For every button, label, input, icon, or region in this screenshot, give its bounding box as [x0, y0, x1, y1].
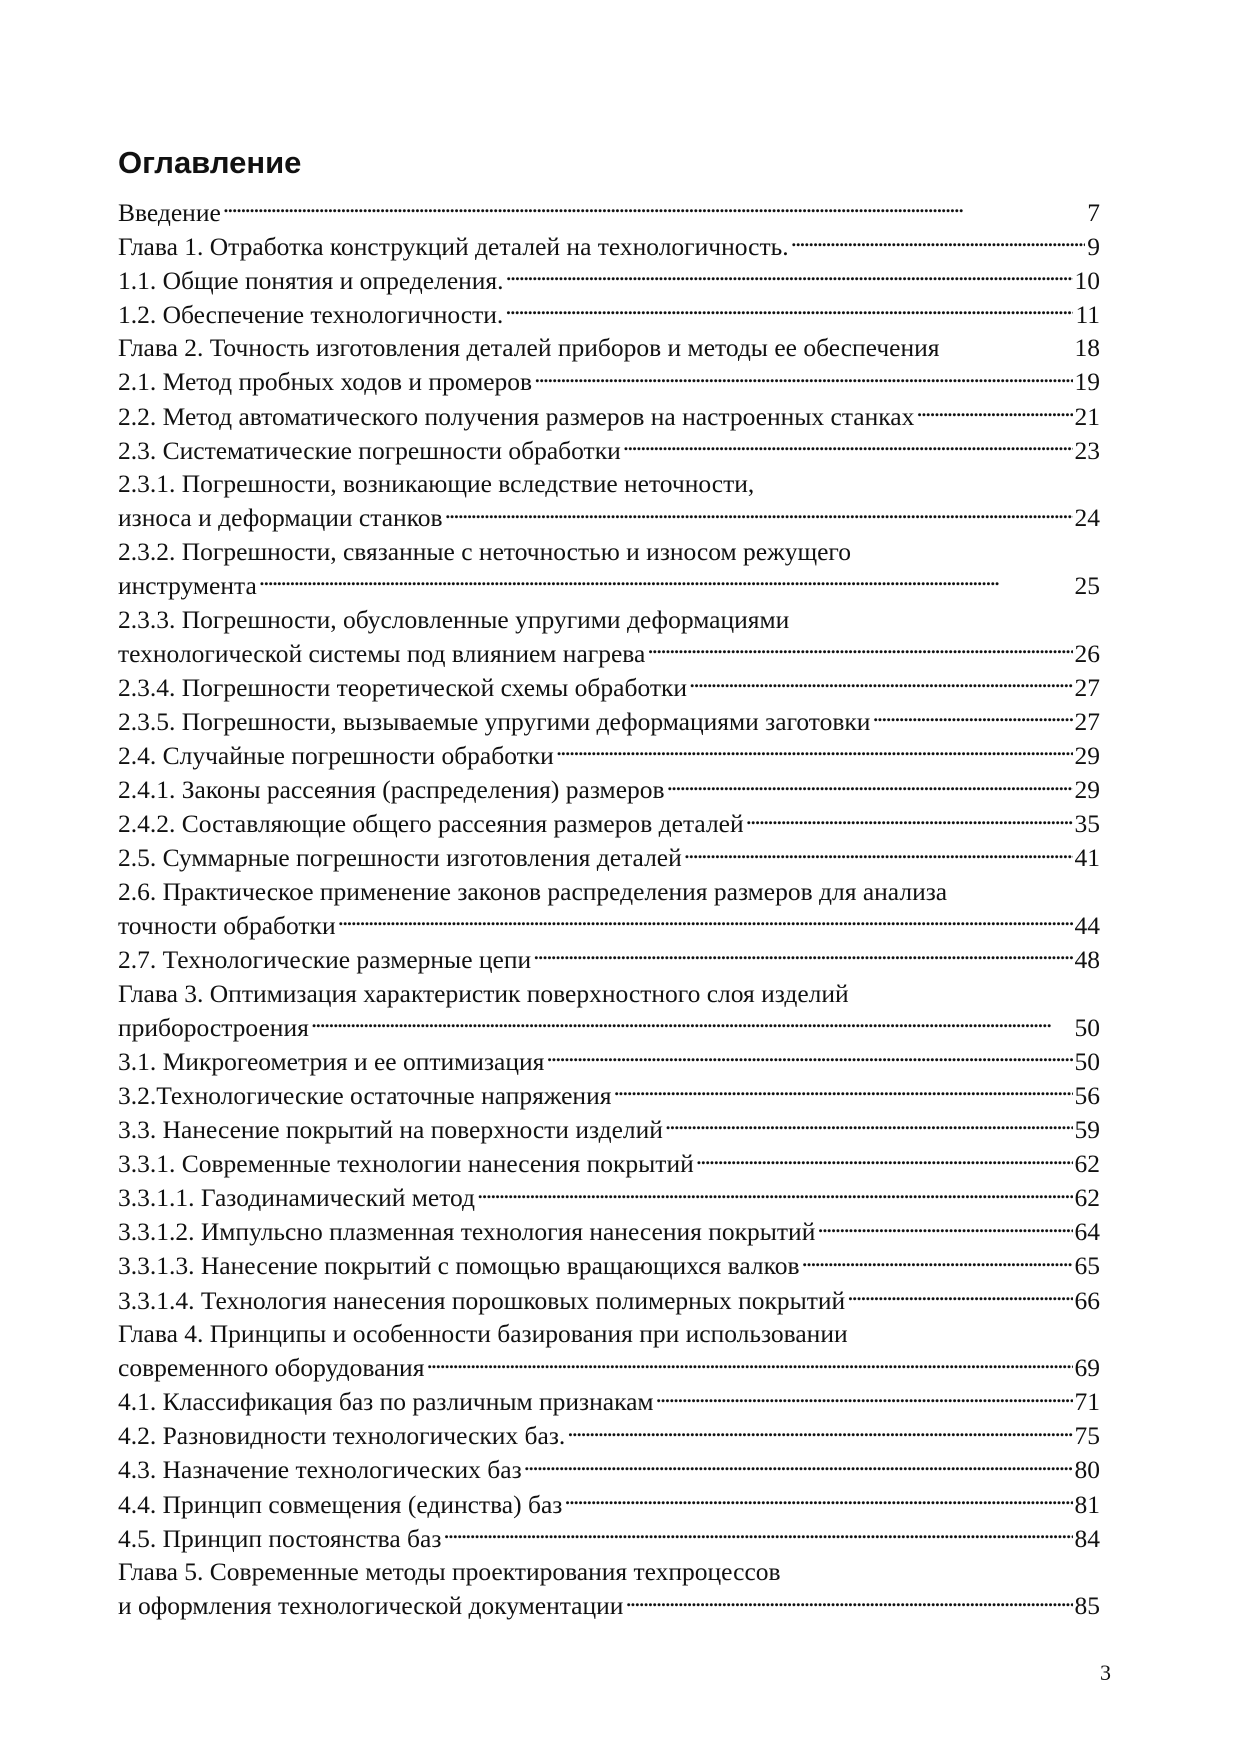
toc-entry-title: 4.2. Разновидности технологических баз. [118, 1421, 566, 1451]
toc-entry-page: 26 [1074, 638, 1100, 668]
toc-entry-page: 11 [1075, 299, 1100, 329]
dot-leader [564, 1487, 1072, 1513]
toc-entry-row [118, 399, 1100, 433]
toc-entry[interactable] [118, 1147, 1100, 1181]
toc-entry-row [118, 943, 1100, 977]
toc-entry-row [118, 1487, 1100, 1521]
toc-entry-title: 2.4.2. Составляющие общего рассеяния размеров деталей [118, 809, 744, 839]
toc-entry[interactable] [118, 297, 1100, 331]
toc-entry[interactable] [118, 263, 1100, 297]
toc-entry[interactable] [118, 1078, 1100, 1112]
toc-entry[interactable] [118, 1044, 1100, 1078]
dot-leader [656, 1385, 1073, 1411]
toc-entry-page: 27 [1074, 672, 1100, 702]
toc-entry-title: износа и деформации станков [118, 503, 443, 533]
dot-leader [426, 1351, 1072, 1377]
toc-entry-page: 41 [1074, 843, 1100, 873]
toc-entry-title: инструмента [118, 571, 257, 601]
toc-entry-row [118, 670, 1100, 704]
toc-entry[interactable] [118, 704, 1100, 738]
dot-leader [311, 1010, 1073, 1036]
toc-entry-row [118, 1249, 1100, 1283]
toc-entry-title: 3.3.1. Современные технологии нанесения покрытий [118, 1149, 694, 1179]
dot-leader [916, 399, 1072, 425]
toc-entry[interactable] [118, 331, 1100, 365]
toc-entry-page: 84 [1074, 1523, 1100, 1553]
toc-entry-title: 4.3. Назначение технологических баз [118, 1455, 522, 1485]
toc-entry-row [118, 229, 1100, 263]
table-of-contents [118, 195, 1100, 1623]
toc-entry-title: 1.2. Обеспечение технологичности. [118, 299, 504, 329]
dot-leader [689, 670, 1072, 696]
toc-entry-title: 3.1. Микрогеометрия и ее оптимизация [118, 1046, 545, 1076]
toc-entry[interactable] [118, 399, 1100, 433]
toc-entry-page: 24 [1074, 503, 1100, 533]
toc-entry-row [118, 636, 1100, 670]
dot-leader [746, 807, 1073, 833]
toc-entry-page: 65 [1074, 1251, 1100, 1281]
toc-title: Оглавление [118, 145, 302, 180]
toc-entry-row [118, 1521, 1100, 1555]
dot-leader [817, 1215, 1072, 1241]
toc-entry-title: современного оборудования [118, 1353, 425, 1383]
toc-entry-page: 66 [1074, 1285, 1100, 1315]
dot-leader [847, 1283, 1072, 1309]
dot-leader [684, 841, 1073, 867]
toc-entry[interactable] [118, 1215, 1100, 1249]
toc-entry-row [118, 365, 1100, 399]
toc-entry-row [118, 1283, 1100, 1317]
toc-entry-title: приборостроения [118, 1012, 309, 1042]
toc-entry[interactable] [118, 773, 1100, 807]
toc-entry-row [118, 331, 1100, 365]
toc-entry[interactable] [118, 229, 1100, 263]
toc-entry-title: 4.4. Принцип совмещения (единства) баз [118, 1489, 563, 1519]
toc-entry-title: Глава 1. Отработка конструкций деталей на технологичность. [118, 231, 789, 261]
toc-entry-page: 69 [1074, 1353, 1100, 1383]
toc-entry-row [118, 704, 1100, 738]
toc-entry-page: 81 [1074, 1489, 1100, 1519]
toc-entry-row [118, 908, 1100, 942]
toc-entry-title: 2.3.5. Погрешности, вызываемые упругими деформациями заготовки [118, 706, 871, 736]
toc-entry-title: 2.3. Систематические погрешности обработки [118, 435, 621, 465]
toc-entry-row [118, 1113, 1100, 1147]
toc-entry-page: 19 [1074, 367, 1100, 397]
toc-entry-page: 7 [1087, 197, 1100, 227]
toc-entry-row [118, 1419, 1100, 1453]
toc-entry-page: 48 [1074, 945, 1100, 975]
toc-entry-page: 21 [1074, 401, 1100, 431]
toc-entry-row [118, 1385, 1100, 1419]
toc-entry-page: 44 [1074, 910, 1100, 940]
toc-entry[interactable] [118, 1521, 1100, 1555]
toc-entry[interactable] [118, 670, 1100, 704]
page-number: 3 [1100, 1660, 1111, 1685]
toc-entry-page: 25 [1074, 571, 1100, 601]
toc-entry[interactable] [118, 739, 1100, 773]
toc-entry-title-line: Глава 4. Принципы и особенности базирования при использовании [118, 1319, 848, 1349]
toc-entry-title: 2.1. Метод пробных ходов и промеров [118, 367, 533, 397]
toc-entry-page: 75 [1074, 1421, 1100, 1451]
toc-entry-title: 2.2. Метод автоматического получения размеров на настроенных станках [118, 401, 915, 431]
toc-entry-page: 59 [1074, 1115, 1100, 1145]
toc-entry-title: 2.4. Случайные погрешности обработки [118, 741, 554, 770]
toc-entry-row [118, 297, 1100, 331]
toc-entry-page: 27 [1074, 706, 1100, 736]
toc-entry[interactable] [118, 1385, 1100, 1419]
toc-entry-row [118, 1147, 1100, 1181]
toc-entry[interactable] [118, 535, 1100, 603]
toc-entry-title: 3.2.Технологические остаточные напряжения [118, 1080, 612, 1110]
toc-entry-title: 2.4.1. Законы рассеяния (распределения) размеров [118, 775, 665, 805]
toc-entry-row [118, 1215, 1100, 1249]
toc-entry-page: 23 [1074, 435, 1100, 465]
toc-entry-title: 1.1. Общие понятия и определения. [118, 265, 504, 295]
dot-leader [625, 1589, 1072, 1615]
toc-entry-page: 62 [1074, 1149, 1100, 1179]
toc-entry[interactable] [118, 943, 1100, 977]
dot-leader [647, 636, 1072, 662]
toc-entry[interactable] [118, 1249, 1100, 1283]
toc-entry-title: и оформления технологической документации [118, 1591, 624, 1621]
toc-entry-page: 71 [1074, 1387, 1100, 1417]
toc-entry-title: 3.3.1.2. Импульсно плазменная технология нанесения покрытий [118, 1217, 816, 1247]
toc-entry-title: 3.3. Нанесение покрытий на поверхности изделий [118, 1115, 663, 1145]
toc-entry-title: 2.3.4. Погрешности теоретической схемы обработки [118, 672, 688, 702]
toc-entry-title: 2.5. Суммарные погрешности изготовления деталей [118, 843, 682, 873]
dot-leader [546, 1044, 1072, 1070]
toc-entry-title-line: 2.6. Практическое применение законов распределения размеров для анализа [118, 876, 948, 906]
toc-entry[interactable] [118, 1283, 1100, 1317]
dot-leader [567, 1419, 1072, 1445]
toc-entry-row [118, 569, 1100, 603]
dot-leader [223, 195, 1085, 221]
toc-entry-title-line: Глава 3. Оптимизация характеристик поверхностного слоя изделий [118, 978, 849, 1008]
toc-entry-row [118, 1181, 1100, 1215]
toc-entry-row [118, 433, 1100, 467]
toc-entry-row [118, 841, 1100, 875]
toc-entry[interactable] [118, 1317, 1100, 1385]
toc-entry-row [118, 739, 1100, 773]
toc-entry-row [118, 1589, 1100, 1623]
toc-entry[interactable] [118, 1419, 1100, 1453]
dot-leader [524, 1453, 1073, 1479]
dot-leader [613, 1078, 1072, 1104]
toc-entry-page: 85 [1074, 1591, 1100, 1621]
toc-entry[interactable] [118, 1555, 1100, 1623]
toc-entry-title: Глава 2. Точность изготовления деталей приборов и методы ее обеспечения [118, 333, 940, 363]
toc-entry-page: 29 [1074, 775, 1100, 805]
toc-entry-row [118, 773, 1100, 807]
toc-entry[interactable] [118, 603, 1100, 671]
toc-entry-title-line: 2.3.2. Погрешности, связанные с неточностью и износом режущего [118, 536, 851, 566]
toc-entry-title: 2.7. Технологические размерные цепи [118, 945, 532, 975]
toc-entry-row [118, 1078, 1100, 1112]
dot-leader [477, 1181, 1072, 1207]
toc-entry[interactable] [118, 1113, 1100, 1147]
toc-entry-row [118, 1351, 1100, 1385]
toc-entry-page: 18 [1074, 333, 1100, 363]
toc-entry-row [118, 1453, 1100, 1487]
dot-leader [338, 908, 1073, 934]
toc-entry-title: технологической системы под влиянием нагрева [118, 638, 646, 668]
toc-entry-title-line: 2.3.1. Погрешности, возникающие вследствие неточности, [118, 469, 755, 499]
toc-entry-page: 9 [1087, 231, 1100, 261]
toc-entry[interactable] [118, 875, 1100, 943]
toc-entry-page: 50 [1074, 1012, 1100, 1042]
toc-entry-title-line: Глава 5. Современные методы проектирования техпроцессов [118, 1557, 781, 1587]
toc-entry-title: Введение [118, 197, 221, 227]
toc-entry[interactable] [118, 1453, 1100, 1487]
toc-entry-title: 4.1. Классификация баз по различным признакам [118, 1387, 654, 1417]
toc-entry-page: 29 [1074, 741, 1100, 770]
toc-entry-title: 4.5. Принцип постоянства баз [118, 1523, 442, 1553]
toc-entry[interactable] [118, 433, 1100, 467]
toc-entry-page: 35 [1074, 809, 1100, 839]
toc-entry[interactable] [118, 841, 1100, 875]
toc-entry-title: 3.3.1.4. Технология нанесения порошковых полимерных покрытий [118, 1285, 846, 1315]
dot-leader [556, 739, 1073, 765]
toc-entry-row [118, 501, 1100, 535]
toc-entry-title-line: 2.3.3. Погрешности, обусловленные упругими деформациями [118, 604, 790, 634]
toc-entry[interactable] [118, 977, 1100, 1045]
toc-entry-page: 80 [1074, 1455, 1100, 1485]
dot-leader [802, 1249, 1073, 1275]
dot-leader [872, 704, 1072, 730]
toc-entry-page: 10 [1074, 265, 1100, 295]
toc-entry[interactable] [118, 1181, 1100, 1215]
toc-entry[interactable] [118, 807, 1100, 841]
toc-entry[interactable] [118, 1487, 1100, 1521]
toc-entry-row [118, 195, 1100, 229]
toc-entry-title: 3.3.1.3. Нанесение покрытий с помощью вращающихся валков [118, 1251, 800, 1281]
dot-leader [445, 501, 1073, 527]
toc-entry-page: 50 [1074, 1046, 1100, 1076]
toc-entry-title: точности обработки [118, 910, 336, 940]
toc-entry-row [118, 1044, 1100, 1078]
toc-entry-page: 64 [1074, 1217, 1100, 1247]
dot-leader [623, 433, 1073, 459]
dot-leader [443, 1521, 1072, 1547]
toc-entry-title: 3.3.1.1. Газодинамический метод [118, 1183, 476, 1213]
toc-entry-page: 62 [1074, 1183, 1100, 1213]
dot-leader [506, 263, 1073, 289]
toc-entry-row [118, 807, 1100, 841]
toc-entry[interactable] [118, 195, 1100, 229]
toc-entry[interactable] [118, 365, 1100, 399]
dot-leader [534, 365, 1072, 391]
dot-leader [505, 297, 1073, 323]
dot-leader [791, 229, 1086, 255]
dot-leader [696, 1147, 1073, 1173]
toc-entry-row [118, 263, 1100, 297]
dot-leader [533, 943, 1072, 969]
dot-leader [259, 569, 1073, 595]
dot-leader [665, 1113, 1073, 1139]
toc-entry-row [118, 1010, 1100, 1044]
toc-entry[interactable] [118, 467, 1100, 535]
toc-entry-page: 56 [1074, 1080, 1100, 1110]
dot-leader [667, 773, 1073, 799]
